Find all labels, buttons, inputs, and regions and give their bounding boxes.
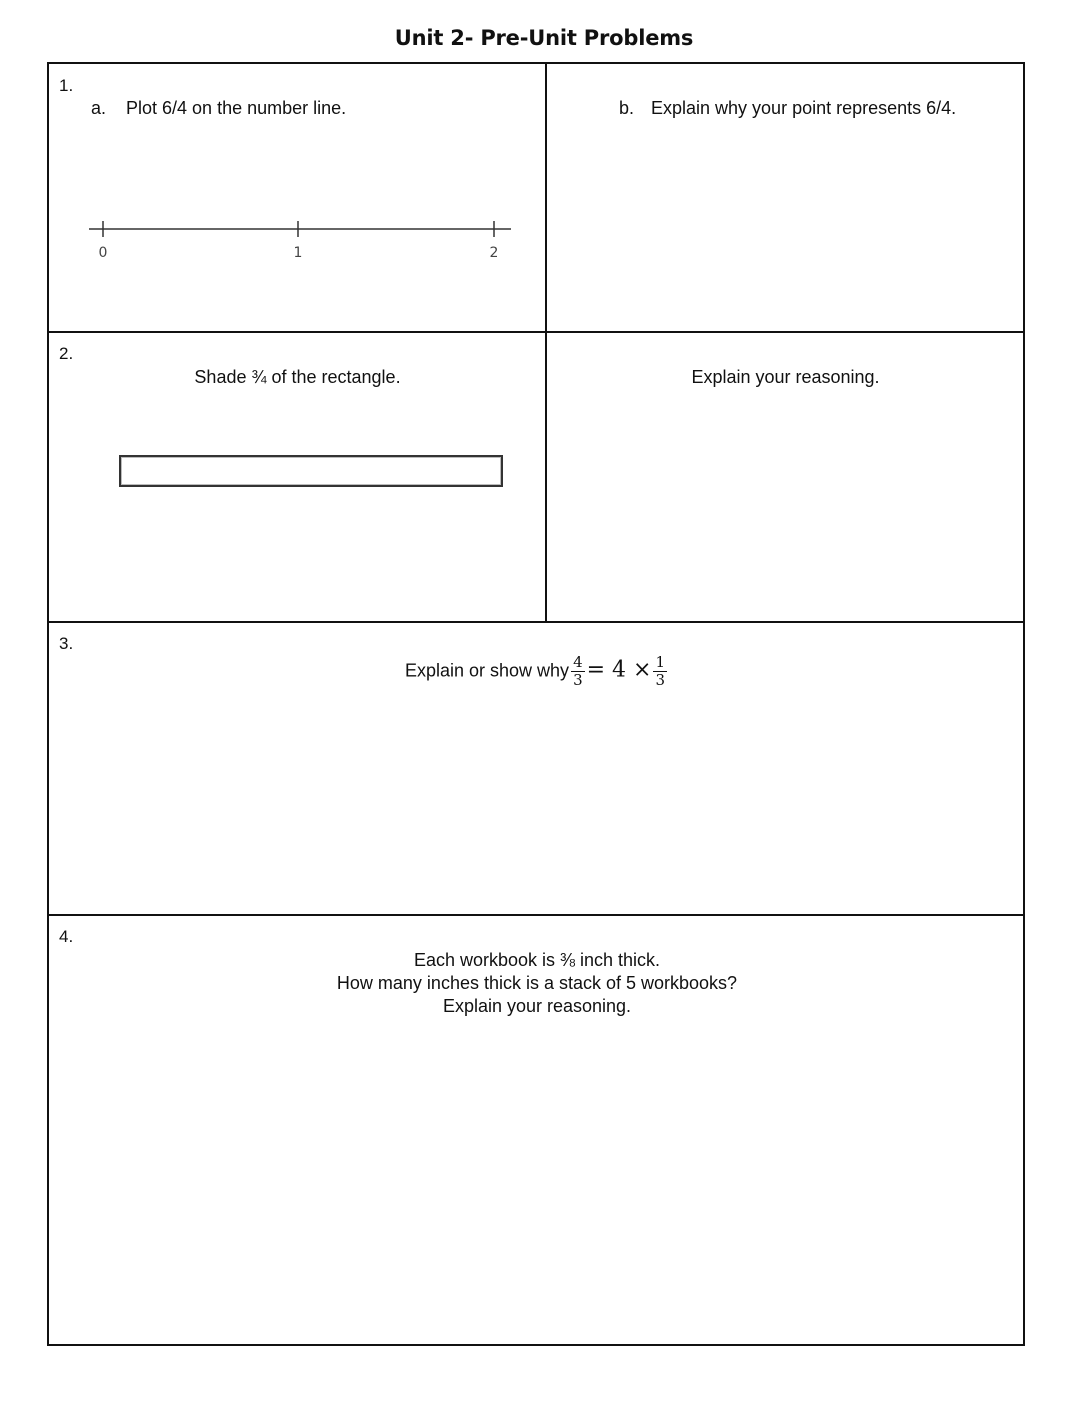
tick-label-2: 2 <box>489 245 499 261</box>
page-title: Unit 2- Pre-Unit Problems <box>394 26 694 50</box>
equation-prompt <box>49 654 1025 689</box>
tick-label-0: 0 <box>98 245 108 261</box>
question-text: Shade ¾ of the rectangle. <box>194 367 401 387</box>
question-text: Explain why your point represents 6/4. <box>651 98 957 118</box>
question-2-shade-cell[interactable] <box>49 332 546 622</box>
question-number: 1. <box>59 76 74 95</box>
question-line-1: Each workbook is ⅜ inch thick. <box>413 950 661 970</box>
question-4-cell[interactable] <box>49 915 1025 1346</box>
question-line-2: How many inches thick is a stack of 5 workbooks? <box>336 973 738 993</box>
part-marker: a. <box>91 98 107 118</box>
problem-grid <box>47 62 1025 1346</box>
question-2-reasoning-cell[interactable] <box>546 332 1025 622</box>
question-1b-cell[interactable] <box>546 64 1025 332</box>
fraction-rhs: $\frac{1}{3}$ <box>655 653 666 689</box>
number-line[interactable] <box>87 214 517 264</box>
question-number: 3. <box>59 634 74 653</box>
question-3-cell[interactable] <box>49 622 1025 915</box>
tick-label-1: 1 <box>293 245 303 261</box>
question-number: 4. <box>59 927 74 946</box>
question-text: Plot 6/4 on the number line. <box>126 98 347 118</box>
fraction-lhs: $\frac{4}{3}$ <box>573 653 583 689</box>
part-marker: b. <box>619 98 635 118</box>
equals-times: = 4 × <box>586 657 652 683</box>
question-1a-cell[interactable] <box>49 64 546 332</box>
question-line-3: Explain your reasoning. <box>442 996 632 1016</box>
shading-rectangle[interactable] <box>119 455 503 487</box>
question-number: 2. <box>59 344 74 363</box>
question-text: Explain your reasoning. <box>691 367 880 387</box>
question-text: Explain or show why <box>404 660 570 681</box>
